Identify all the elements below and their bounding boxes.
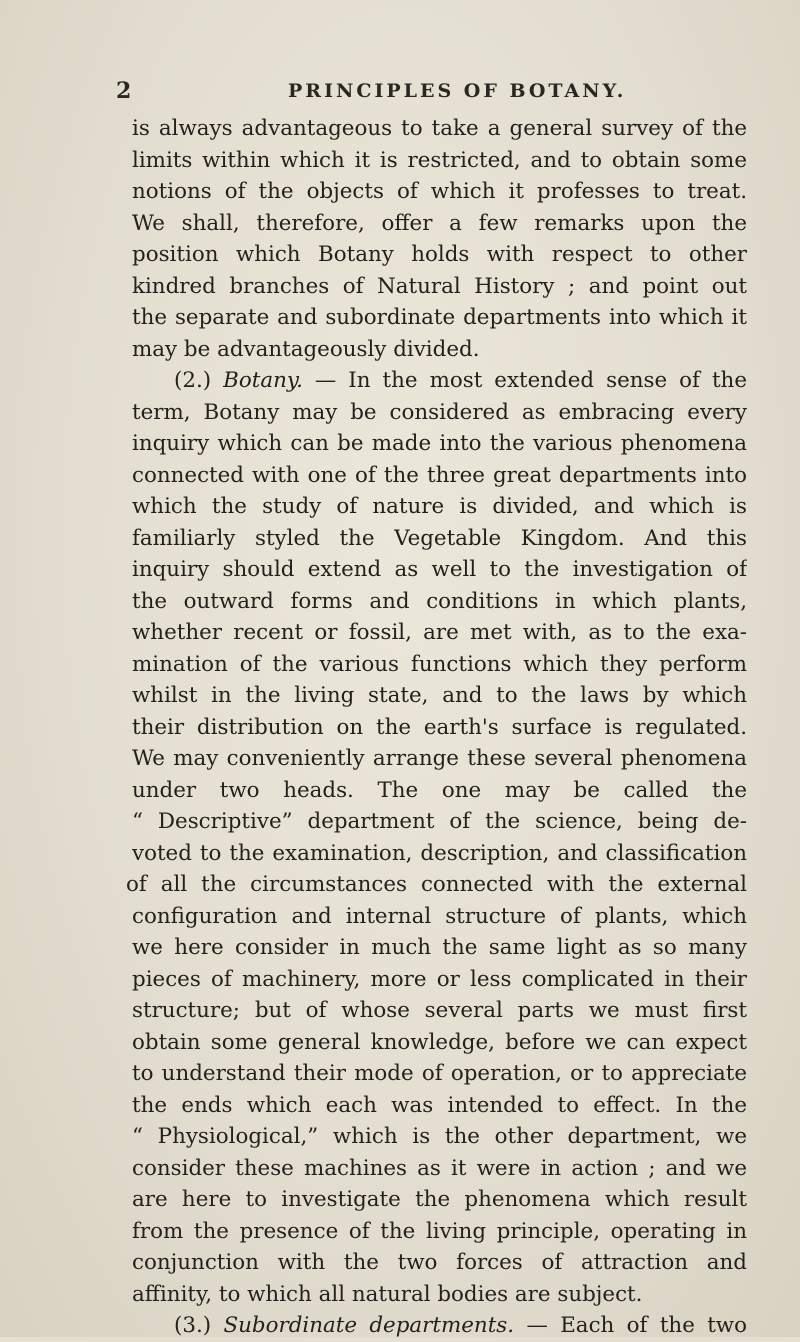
text-line: are here to investigate the phenomena which result — [132, 1187, 747, 1212]
text-line: term, Botany may be considered as embracing every — [132, 399, 747, 425]
section-number: (2.) — [174, 368, 212, 393]
text-line: which the study of nature is divided, and which is — [132, 494, 747, 519]
text-line: may be advantageously divided. — [132, 336, 480, 362]
text-line: whilst in the living state, and to the laws by which — [132, 683, 747, 708]
section-number: (3.) — [174, 1313, 212, 1338]
text-line: whether recent or fossil, are met with, as to the exa- — [132, 620, 747, 645]
text-line: the outward forms and conditions in which plants, — [132, 588, 747, 614]
text-line: inquiry which can be made into the various phenomena — [132, 431, 747, 456]
text-line: familiarly styled the Vegetable Kingdom. And this — [132, 525, 747, 551]
text-line: obtain some general knowledge, before we can expect — [132, 1029, 747, 1055]
text-line: connected with one of the three great departments into — [132, 462, 747, 488]
text-line: configuration and internal structure of plants, which — [132, 903, 747, 929]
text-line: the ends which each was intended to effect. In the — [132, 1092, 747, 1118]
text-line: from the presence of the living principle, operating in — [132, 1218, 747, 1244]
section-text: — Each of the two — [514, 1313, 747, 1338]
section-title: Subordinate departments. — [223, 1313, 515, 1338]
text-line: we here consider in much the same light as so many — [132, 935, 747, 960]
text-line: affinity, to which all natural bodies are subject. — [132, 1281, 643, 1307]
text-line: voted to the examination, description, and classification — [132, 840, 747, 866]
text-line: mination of the various functions which they perform — [132, 651, 747, 677]
text-line: “ Descriptive” department of the science, being de- — [132, 809, 747, 834]
section-title: Botany. — [223, 368, 303, 393]
text-line: the separate and subordinate departments into which it — [132, 305, 747, 330]
text-line: to understand their mode of operation, or to appreciate — [132, 1061, 747, 1086]
text-line: limits within which it is restricted, and to obtain some — [132, 147, 747, 173]
text-line: notions of the objects of which it professes to treat. — [132, 179, 747, 204]
text-line: is always advantageous to take a general survey of the — [132, 116, 747, 141]
text-line: their distribution on the earth's surface is regulated. — [132, 714, 747, 740]
text-line: of all the circumstances connected with the external — [126, 872, 747, 897]
section-heading-line — [132, 365, 747, 397]
text-line: pieces of machinery, more or less complicated in their — [132, 966, 747, 992]
page-header — [0, 78, 800, 108]
text-line: structure; but of whose several parts we must first — [132, 998, 747, 1023]
text-line: conjunction with the two forces of attraction and — [132, 1250, 747, 1275]
text-line: “ Physiological,” which is the other department, we — [132, 1124, 747, 1149]
text-line: kindred branches of Natural History ; and point out — [132, 273, 747, 299]
body-text — [126, 113, 747, 1342]
text-line: inquiry should extend as well to the investigation of — [132, 557, 747, 582]
running-title: PRINCIPLES OF BOTANY. — [288, 80, 627, 102]
text-line: We may conveniently arrange these several phenomena — [132, 746, 747, 771]
text-line: position which Botany holds with respect to other — [132, 242, 747, 267]
text-line: under two heads. The one may be called the — [132, 777, 747, 803]
section-text: — In the most extended sense of the — [302, 368, 747, 393]
text-line: consider these machines as it were in action ; and we — [132, 1155, 747, 1181]
text-line: We shall, therefore, offer a few remarks upon the — [132, 210, 747, 236]
page-number: 2 — [116, 78, 132, 104]
